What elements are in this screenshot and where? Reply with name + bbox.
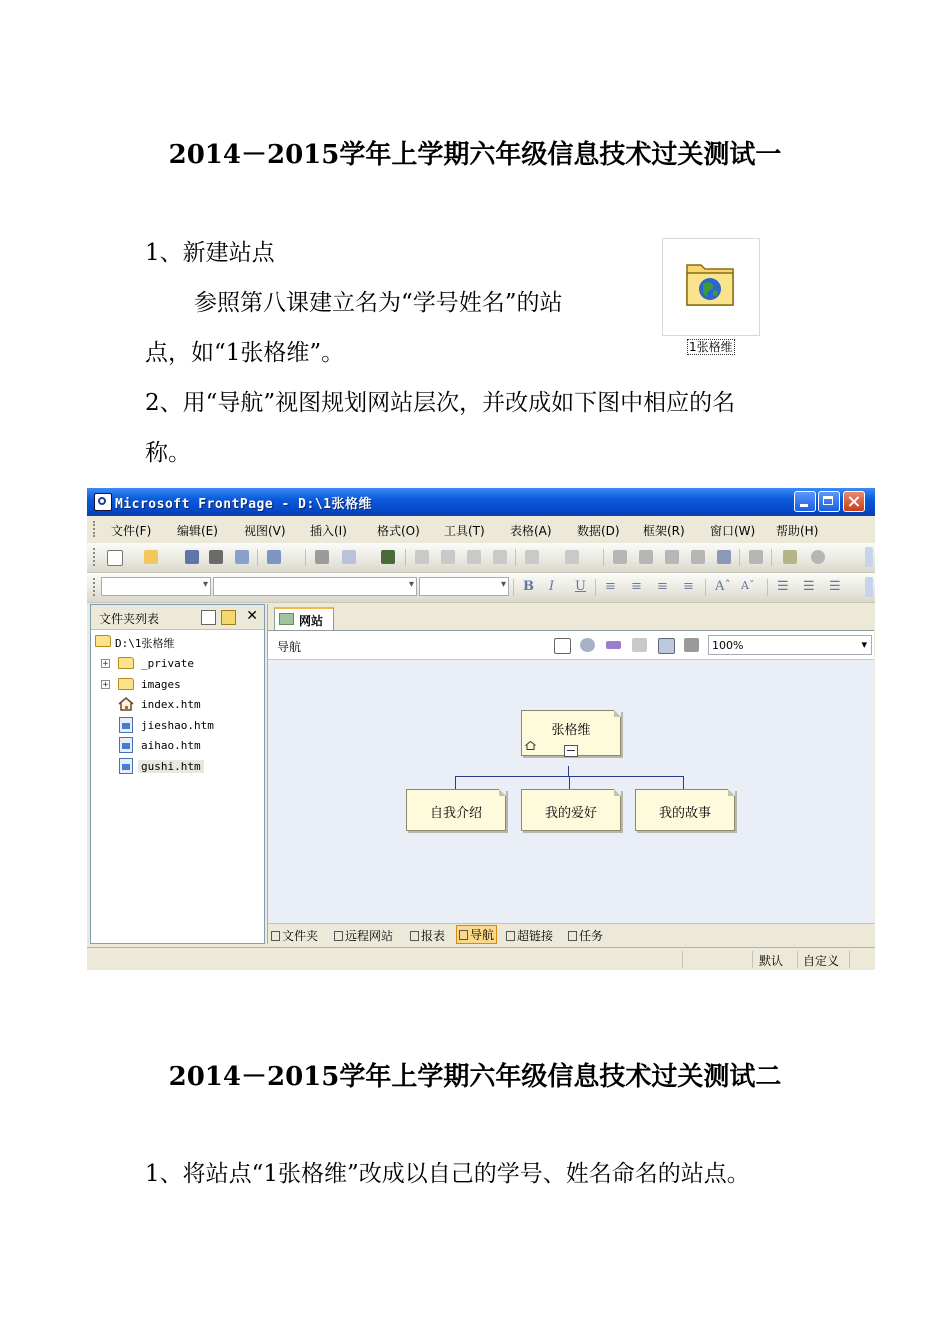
format-painter-icon[interactable]: [493, 550, 507, 564]
view-tab-navigation[interactable]: 导航: [456, 925, 497, 944]
open-icon[interactable]: [144, 550, 158, 564]
stop-icon[interactable]: [811, 550, 825, 564]
publish-icon[interactable]: [235, 550, 249, 564]
link-bar-icon[interactable]: [606, 641, 621, 649]
insert-picture-icon[interactable]: [691, 550, 705, 564]
web-folder-icon: [663, 239, 759, 335]
font-dropdown[interactable]: [213, 577, 417, 596]
new-folder-icon[interactable]: [221, 610, 236, 625]
drawing-icon[interactable]: [717, 550, 731, 564]
nav-page-child[interactable]: 我的故事: [635, 789, 735, 831]
tree-item-images[interactable]: + images: [102, 678, 181, 691]
site-folder-label: 1张格维: [689, 340, 733, 354]
site-folder-thumbnail: [662, 238, 760, 336]
standard-toolbar: [87, 543, 875, 573]
view-bar: [268, 923, 874, 945]
align-center-icon[interactable]: ≡: [631, 579, 642, 594]
folder-open-icon: [95, 635, 111, 647]
view-tab-tasks[interactable]: 任务: [568, 927, 603, 944]
nav-connector: [455, 776, 456, 790]
style-dropdown[interactable]: [101, 577, 211, 596]
folder-list-panel: [90, 604, 265, 944]
nav-page-child[interactable]: 我的爱好: [521, 789, 621, 831]
print-icon[interactable]: [315, 550, 329, 564]
spelling-icon[interactable]: [381, 550, 395, 564]
reports-icon: [410, 931, 419, 941]
hyperlink-icon[interactable]: [749, 550, 763, 564]
menu-file[interactable]: 文件(F): [111, 524, 152, 538]
web-page-icon: [119, 717, 133, 733]
paste-icon[interactable]: [467, 550, 481, 564]
view-tab-reports[interactable]: 报表: [410, 927, 445, 944]
add-existing-page-icon[interactable]: [580, 638, 595, 652]
nav-page-home[interactable]: 张格维: [521, 710, 621, 756]
test1-title: 2014－2015学年上学期六年级信息技术过关测试一: [168, 140, 782, 170]
hyperlinks-icon: [506, 931, 515, 941]
nav-connector: [568, 766, 569, 776]
folder-icon: [118, 657, 134, 669]
justify-icon[interactable]: ≡: [683, 579, 694, 594]
collapse-icon[interactable]: [564, 745, 578, 757]
web-page-icon: [119, 758, 133, 774]
web-page-icon: [119, 737, 133, 753]
status-default: 默认: [759, 954, 784, 968]
test2-title: 2014－2015学年上学期六年级信息技术过关测试二: [168, 1062, 782, 1092]
nav-page-child[interactable]: 自我介绍: [406, 789, 506, 831]
menu-data[interactable]: 数据(D): [577, 524, 620, 538]
menu-edit[interactable]: 编辑(E): [177, 524, 218, 538]
align-right-icon[interactable]: ≡: [657, 579, 668, 594]
bold-icon[interactable]: B: [523, 579, 534, 594]
tree-item-aihao[interactable]: aihao.htm: [91, 735, 264, 755]
toolbar-options-icon[interactable]: [865, 547, 873, 567]
close-button[interactable]: [843, 491, 865, 512]
font-size-dropdown[interactable]: [419, 577, 509, 596]
menu-frames[interactable]: 框架(R): [643, 524, 685, 538]
decrease-font-icon[interactable]: Aˇ: [741, 579, 755, 592]
q1-heading: 1、新建站点: [145, 240, 275, 266]
navigation-icon: [459, 930, 468, 940]
refresh-icon[interactable]: [783, 550, 797, 564]
menu-window[interactable]: 窗口(W): [710, 524, 756, 538]
frontpage-app-icon[interactable]: [94, 493, 112, 511]
q2-text-line2: 称。: [145, 440, 191, 466]
folder-icon: [271, 931, 280, 941]
maximize-button[interactable]: [818, 491, 840, 512]
cut-icon[interactable]: [415, 550, 429, 564]
new-page-icon[interactable]: [201, 610, 216, 625]
insert-table-icon[interactable]: [639, 550, 653, 564]
status-bar: [87, 947, 875, 970]
status-custom: 自定义: [803, 954, 840, 968]
italic-icon[interactable]: I: [549, 579, 555, 594]
expand-icon[interactable]: +: [102, 680, 109, 690]
window-titlebar: [87, 488, 875, 516]
underline-icon[interactable]: U: [575, 579, 586, 594]
menu-format[interactable]: 格式(O): [377, 524, 420, 538]
navigation-toolbar: [268, 631, 874, 660]
increase-font-icon[interactable]: Aˆ: [715, 579, 731, 594]
frontpage-window: [87, 488, 875, 970]
minimize-button[interactable]: [794, 491, 816, 512]
view-subtree-icon[interactable]: [658, 638, 675, 654]
tree-root[interactable]: D:\1张格维: [91, 631, 264, 651]
menu-tools[interactable]: 工具(T): [444, 524, 485, 538]
search-icon[interactable]: [209, 550, 223, 564]
align-left-icon[interactable]: ≡: [605, 579, 616, 594]
preview-icon[interactable]: [342, 550, 356, 564]
home-page-icon: [118, 696, 134, 712]
home-icon: [525, 741, 536, 750]
web-component-icon[interactable]: [613, 550, 627, 564]
tree-item-private[interactable]: + _private: [102, 657, 194, 670]
menu-help[interactable]: 帮助(H): [776, 524, 819, 538]
q2-text-line1: 2、用“导航”视图规划网站层次，并改成如下图中相应的名: [145, 390, 736, 416]
remote-site-icon: [334, 931, 343, 941]
view-tab-remote-site[interactable]: 远程网站: [334, 927, 393, 944]
toggle-pane-icon[interactable]: [267, 550, 281, 564]
formatting-toolbar: [87, 573, 875, 603]
window-title: Microsoft FrontPage - D:\1张格维: [115, 497, 372, 512]
tree-item-gushi[interactable]: gushi.htm: [91, 756, 264, 776]
folder-icon: [118, 678, 134, 690]
numbering-icon[interactable]: ☰: [777, 579, 789, 594]
menu-insert[interactable]: 插入(I): [310, 524, 347, 538]
copy-icon[interactable]: [441, 550, 455, 564]
tasks-icon: [568, 931, 577, 941]
website-icon: [279, 613, 294, 625]
save-icon[interactable]: [185, 550, 199, 564]
close-panel-icon[interactable]: ✕: [246, 608, 258, 624]
indent-icon[interactable]: ☰: [829, 579, 841, 594]
zoom-dropdown[interactable]: 100% ▾: [708, 635, 872, 655]
view-tab-hyperlinks[interactable]: 超链接: [506, 927, 553, 944]
nav-connector: [683, 776, 684, 790]
test2-q1-text: 1、将站点“1张格维”改成以自己的学号、姓名命名的站点。: [145, 1161, 750, 1187]
view-tab-folders[interactable]: 文件夹: [271, 927, 318, 944]
redo-icon[interactable]: [565, 550, 579, 564]
new-top-page-icon[interactable]: [554, 638, 571, 654]
navigation-label: 导航: [277, 640, 302, 654]
q1-text-line2: 点，如“1张格维”。: [145, 340, 345, 366]
print-icon[interactable]: [684, 638, 699, 652]
tab-website[interactable]: 网站: [274, 607, 334, 630]
document-tabs: [268, 604, 874, 631]
navigation-view-pane: [267, 604, 874, 944]
toolbar-options-icon[interactable]: [865, 577, 873, 597]
menu-view[interactable]: 视图(V): [244, 524, 286, 538]
menu-table[interactable]: 表格(A): [510, 524, 552, 538]
nav-connector: [569, 776, 570, 790]
insert-layer-icon[interactable]: [665, 550, 679, 564]
new-page-icon[interactable]: [107, 550, 123, 566]
tree-item-index[interactable]: index.htm: [91, 694, 264, 714]
bullets-icon[interactable]: ☰: [803, 579, 815, 594]
tree-item-jieshao[interactable]: jieshao.htm: [91, 715, 264, 735]
menu-bar: [87, 516, 875, 542]
expand-icon[interactable]: +: [102, 659, 109, 669]
portrait-landscape-icon[interactable]: [632, 638, 647, 652]
q1-text-line1: 参照第八课建立名为“学号姓名”的站: [194, 290, 563, 316]
folder-list-title: 文件夹列表: [99, 612, 160, 626]
undo-icon[interactable]: [525, 550, 539, 564]
